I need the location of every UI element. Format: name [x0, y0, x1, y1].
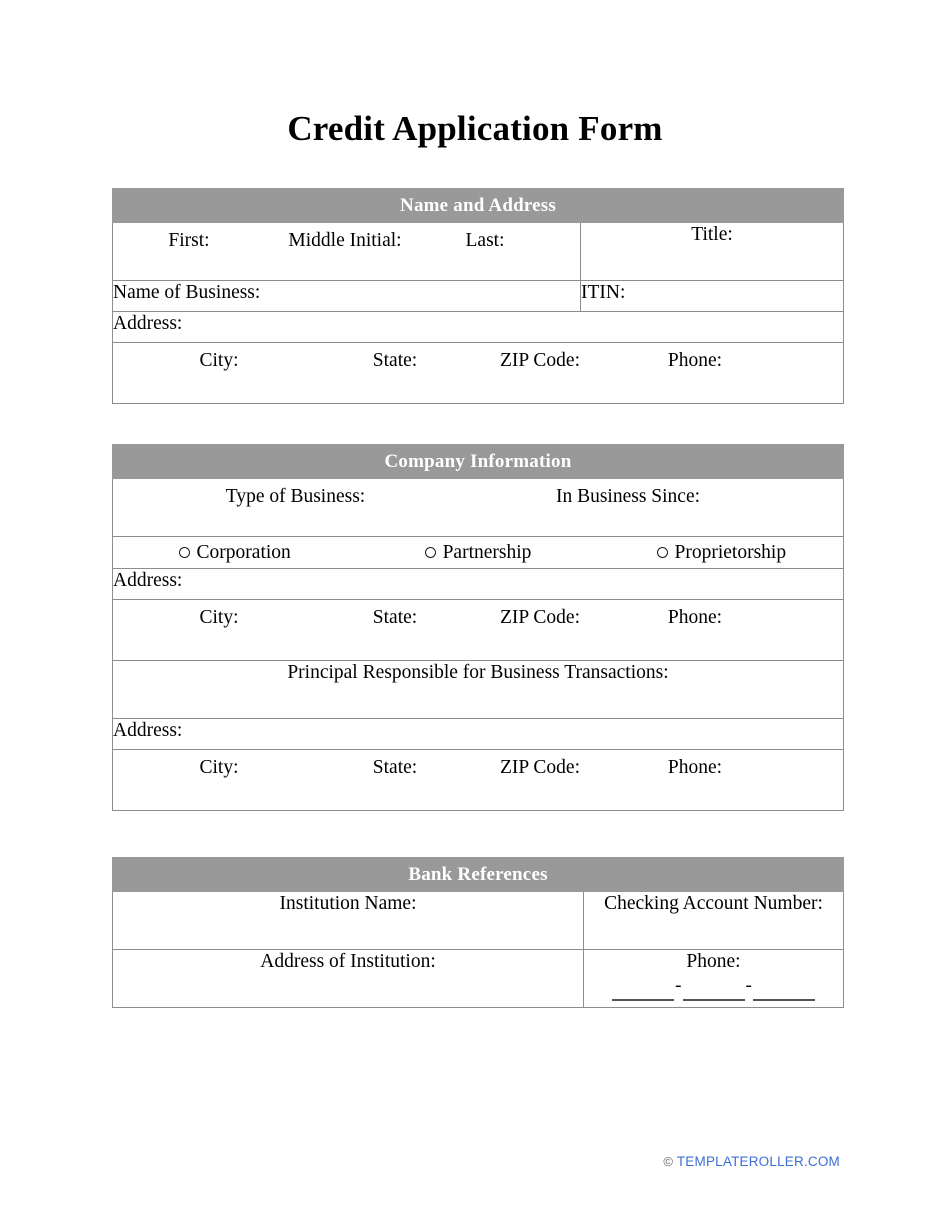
- itin-label: ITIN:: [581, 282, 626, 303]
- option-partnership[interactable]: [356, 541, 599, 565]
- table-row: [113, 661, 844, 719]
- radio-circle-icon[interactable]: [179, 547, 190, 558]
- bank-phone-cell[interactable]: [584, 950, 844, 1008]
- zip-code-label: ZIP Code:: [500, 350, 580, 371]
- table-row: [113, 281, 844, 312]
- address-of-institution-label: Address of Institution:: [260, 951, 436, 972]
- principal-responsible-label: Principal Responsible for Business Transactions:: [287, 662, 669, 684]
- institution-name-cell[interactable]: [113, 892, 584, 950]
- company-city-label-row: [113, 600, 843, 630]
- templateroller-watermark[interactable]: [663, 1154, 840, 1169]
- city-label: City:: [199, 350, 239, 371]
- option-proprietorship-label: Proprietorship: [674, 542, 787, 563]
- principal-zip-code-label: ZIP Code:: [500, 757, 580, 779]
- checking-account-number-label: Checking Account Number:: [604, 893, 823, 914]
- type-of-business-row: [113, 479, 843, 509]
- section-header-name-and-address: [113, 189, 844, 223]
- table-row: [113, 950, 844, 1008]
- middle-initial-label: Middle Initial:: [288, 230, 402, 251]
- principal-phone-label: Phone:: [667, 757, 723, 779]
- phone-label: Phone:: [667, 350, 723, 371]
- address-of-institution-cell[interactable]: [113, 950, 584, 1008]
- option-corporation[interactable]: [113, 541, 356, 565]
- last-name-label: Last:: [465, 230, 505, 251]
- checking-account-number-cell[interactable]: [584, 892, 844, 950]
- principal-city-label-row: [113, 750, 843, 780]
- radio-circle-icon[interactable]: [425, 547, 436, 558]
- phone-blank-segment-1[interactable]: [612, 986, 674, 1001]
- name-fields-cell[interactable]: [113, 223, 581, 281]
- table-row: [113, 537, 844, 569]
- phone-dash-2: -: [745, 975, 752, 997]
- table-row: [113, 479, 844, 537]
- principal-address-cell[interactable]: [113, 719, 844, 750]
- title-cell[interactable]: [581, 223, 844, 281]
- phone-dash-1: -: [675, 975, 682, 997]
- principal-responsible-cell[interactable]: [113, 661, 844, 719]
- radio-circle-icon[interactable]: [657, 547, 668, 558]
- city-label-row: [113, 343, 843, 373]
- state-label: State:: [372, 350, 418, 371]
- entity-type-options-cell: [113, 537, 844, 569]
- company-city-label: City:: [199, 607, 239, 629]
- watermark-site-label: TEMPLATEROLLER.COM: [676, 1154, 840, 1169]
- section-name-and-address: [112, 188, 844, 404]
- phone-blank-segment-2[interactable]: [683, 986, 745, 1001]
- table-row: [113, 569, 844, 600]
- company-address-cell[interactable]: [113, 569, 844, 600]
- type-of-business-label: Type of Business:: [225, 486, 366, 507]
- first-name-label: First:: [168, 230, 210, 251]
- table-row: [113, 719, 844, 750]
- section-header-label: Company Information: [113, 445, 844, 479]
- page-title: Credit Application Form: [287, 109, 663, 148]
- option-proprietorship[interactable]: [600, 541, 843, 565]
- address-cell[interactable]: [113, 312, 844, 343]
- company-phone-label: Phone:: [667, 607, 723, 629]
- section-header-label: Bank References: [113, 858, 844, 892]
- company-zip-code-label: ZIP Code:: [500, 607, 580, 629]
- principal-address-label: Address:: [113, 720, 183, 742]
- table-row: [113, 223, 844, 281]
- address-label: Address:: [113, 313, 183, 334]
- table-row: [113, 312, 844, 343]
- principal-city-state-zip-phone-cell[interactable]: [113, 750, 844, 811]
- section-header-bank-references: [113, 858, 844, 892]
- company-address-label: Address:: [113, 570, 183, 592]
- section-header-label: Name and Address: [113, 189, 844, 223]
- table-row: [113, 892, 844, 950]
- itin-cell[interactable]: [581, 281, 844, 312]
- company-state-label: State:: [372, 607, 418, 629]
- option-partnership-label: Partnership: [442, 542, 532, 563]
- principal-state-label: State:: [372, 757, 418, 779]
- business-name-cell[interactable]: [113, 281, 581, 312]
- section-company-information: [112, 444, 844, 811]
- section-header-company-information: [113, 445, 844, 479]
- bank-phone-label: Phone:: [686, 951, 741, 972]
- table-row: [113, 343, 844, 404]
- title-label: Title:: [691, 224, 733, 245]
- type-of-business-cell[interactable]: [113, 479, 844, 537]
- city-state-zip-phone-cell[interactable]: [113, 343, 844, 404]
- option-corporation-label: Corporation: [196, 542, 291, 563]
- table-row: [113, 600, 844, 661]
- business-name-label: Name of Business:: [113, 282, 261, 303]
- phone-blank-segment-3[interactable]: [753, 986, 815, 1001]
- principal-city-label: City:: [199, 757, 239, 779]
- company-city-state-zip-phone-cell[interactable]: [113, 600, 844, 661]
- entity-type-option-row: [113, 537, 843, 568]
- in-business-since-label: In Business Since:: [555, 486, 701, 507]
- name-label-row: [113, 223, 580, 253]
- section-bank-references: [112, 857, 844, 1008]
- table-row: [113, 750, 844, 811]
- institution-name-label: Institution Name:: [279, 893, 417, 914]
- bank-phone-blank-line[interactable]: [584, 976, 843, 1001]
- copyright-icon: ©: [663, 1154, 674, 1169]
